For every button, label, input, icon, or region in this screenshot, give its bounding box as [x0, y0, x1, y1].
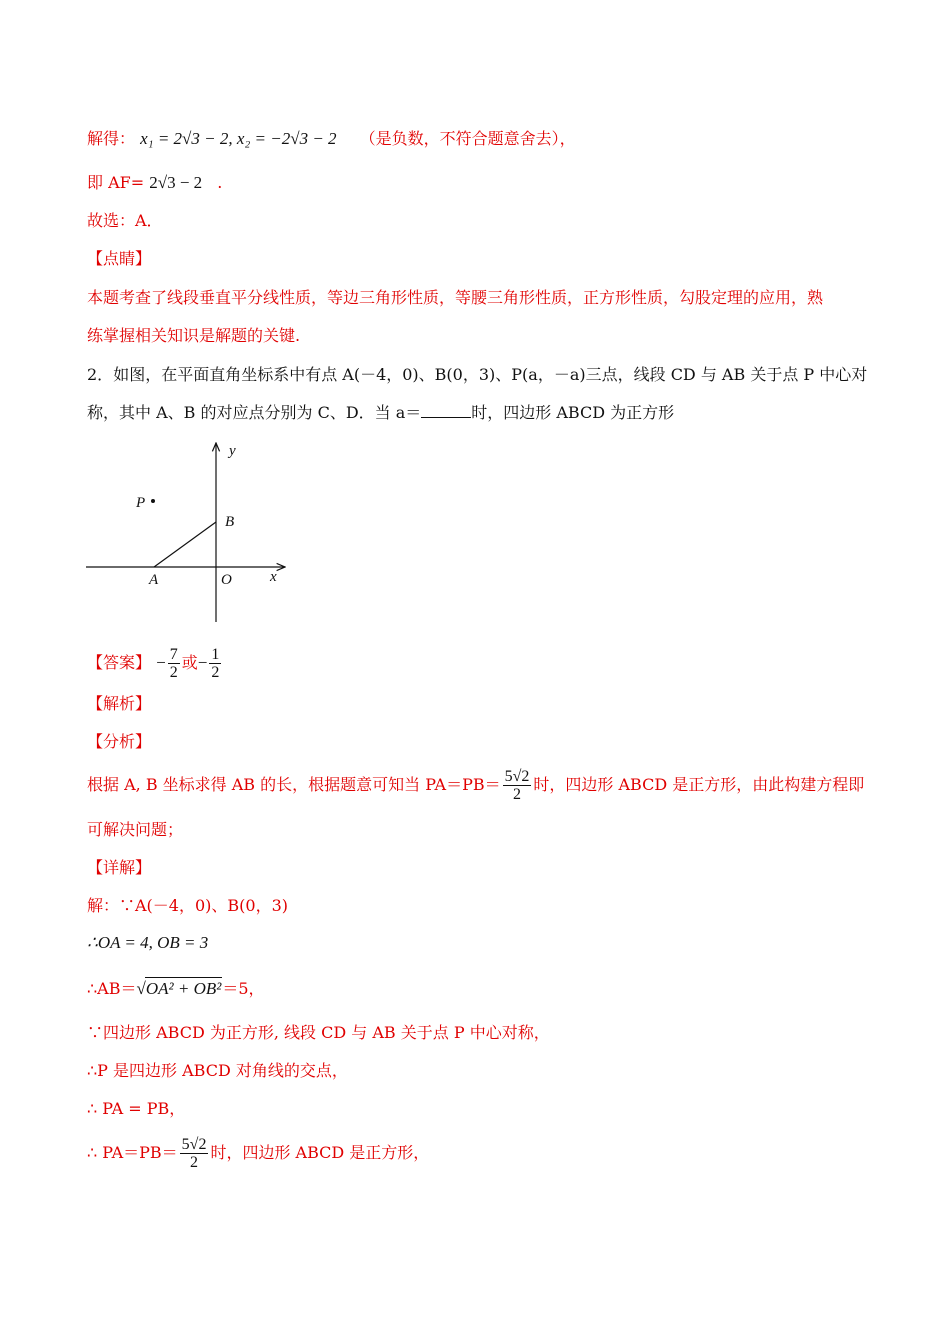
segment-ab [154, 522, 216, 567]
choice-line: 故选：A． [87, 211, 163, 230]
label-y: y [229, 443, 236, 459]
coordinate-figure [80, 440, 300, 625]
label-x: x [270, 569, 277, 585]
step3-sqrt: OA² + OB² [145, 979, 222, 998]
comment-tag: 【点睛】 [87, 249, 152, 268]
comment-text-1: 本题考查了线段垂直平分线性质，等边三角形性质，等腰三角形性质，正方形性质，勾股定理的应用，熟 [87, 288, 824, 307]
af-value: 2√3 − 2 [149, 173, 203, 192]
problem-line-2 [87, 401, 674, 424]
step7-b: 时，四边形 ABCD 是正方形， [210, 1143, 430, 1162]
problem-text-1: 如图，在平面直角坐标系中有点 A(－4，0)、B(0，3)、P(a，－a)三点，线段 CD 与 AB 关于点 P 中心对 [113, 365, 868, 384]
answer-line: 【答案】 − $\frac{7}{2}$ 或− $\frac{1}{2}$ [87, 646, 220, 681]
step3-a: ∴AB＝ [87, 979, 137, 998]
detail-step-5: ∴P 是四边形 ABCD 对角线的交点， [87, 1061, 348, 1080]
detail-step-1: 解：∵A(－4，0)、B(0，3) [87, 896, 289, 915]
step7-fraction: $\frac{5√2}{2}$ [181, 1136, 207, 1171]
detail-step-2: ∴OA = 4, OB = 3 [87, 933, 209, 952]
fenxi-line-2: 可解决问题； [87, 820, 184, 839]
analysis-tag: 【解析】 [87, 694, 152, 713]
label-o: O [221, 572, 232, 588]
answer-tag: 【答案】 [87, 653, 152, 672]
point-p-dot [151, 499, 155, 503]
step7-a: ∴ PA＝PB＝ [87, 1143, 178, 1162]
problem-line-1 [87, 364, 867, 386]
label-p: P [136, 495, 146, 511]
detail-tag: 【详解】 [87, 858, 152, 877]
problem-text-2b: 时，四边形 ABCD 为正方形 [471, 403, 675, 422]
solve-label: 解得： [87, 129, 136, 148]
answer-fraction-2: $\frac{1}{2}$ [211, 646, 220, 681]
step3-b: ＝5， [222, 979, 265, 998]
label-b: B [225, 514, 235, 530]
detail-step-4: ∵四边形 ABCD 为正方形, 线段 CD 与 AB 关于点 P 中心对称， [87, 1023, 550, 1042]
solve-equation: x₁ = 2√3 − 2, x₂ = −2√3 − 2 [140, 129, 337, 148]
answer-fraction-1: $\frac{7}{2}$ [169, 646, 178, 681]
af-end: . [217, 173, 223, 192]
detail-step-3: ∴AB＝√OA² + OB²＝5， [87, 979, 265, 998]
af-label: 即 AF= [87, 173, 145, 192]
fenxi-line-1 [87, 766, 864, 804]
solve-line [87, 128, 576, 150]
detail-step-7 [87, 1134, 429, 1172]
label-a: A [149, 572, 159, 588]
fenxi-text-1a: 根据 A, B 坐标求得 AB 的长，根据题意可知当 PA＝PB＝ [87, 775, 501, 794]
fenxi-fraction: $\frac{5√2}{2}$ [504, 768, 530, 803]
problem-text-2a: 称，其中 A、B 的对应点分别为 C、D．当 a＝ [87, 403, 422, 422]
af-line [87, 172, 222, 194]
solve-note: （是负数，不符合题意舍去）， [359, 129, 576, 148]
fenxi-tag: 【分析】 [87, 732, 152, 751]
answer-blank [421, 401, 471, 418]
fenxi-text-1b: 时，四边形 ABCD 是正方形，由此构建方程即 [533, 775, 865, 794]
problem-number: 2． [87, 365, 114, 384]
detail-step-6: ∴ PA = PB， [87, 1099, 186, 1118]
answer-or: 或 [181, 653, 198, 672]
comment-text-2: 练掌握相关知识是解题的关键. [87, 326, 301, 345]
